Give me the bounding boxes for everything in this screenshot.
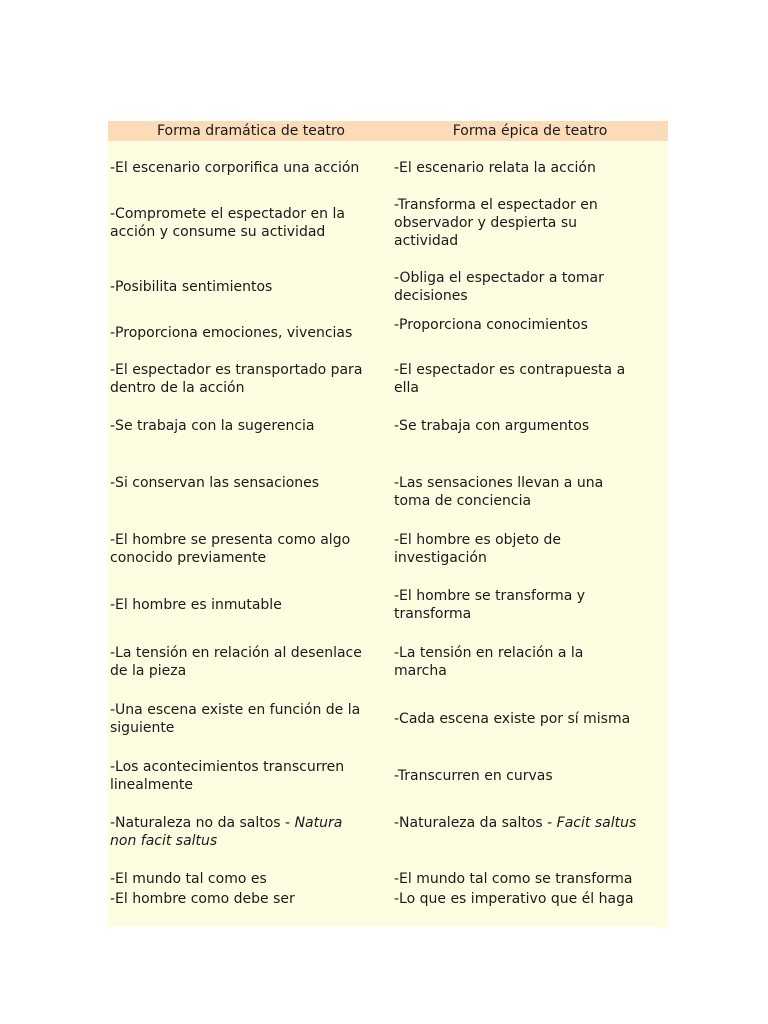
row-13-right: -Naturaleza da saltos - Facit saltus — [394, 815, 637, 831]
comparison-table — [108, 121, 668, 927]
row-9-left: -El hombre es inmutable — [110, 597, 282, 613]
row-5-right: -El espectador es contrapuesta a ella — [394, 362, 626, 396]
row-3-left: -Posibilita sentimientos — [110, 279, 273, 295]
row-6-left: -Se trabaja con la sugerencia — [110, 418, 315, 434]
row-14-left: -El mundo tal como es -El hombre como debe ser — [110, 871, 295, 907]
row-7-left: -Si conservan las sensaciones — [110, 475, 320, 491]
header-epic: Forma épica de teatro — [452, 123, 608, 139]
row-1-left: -El escenario corporifica una acción — [110, 160, 360, 176]
row-12-left: -Los acontecimientos transcurren linealmente — [110, 759, 345, 793]
row-2-left: -Compromete el espectador en la acción y consume su actividad — [110, 206, 345, 240]
row-5-left: -El espectador es transportado para dentro de la acción — [110, 362, 363, 396]
row-8-right: -El hombre es objeto de investigación — [394, 532, 562, 566]
row-10-right: -La tensión en relación a la marcha — [394, 645, 584, 679]
row-3-right: -Obliga el espectador a tomar decisiones — [394, 270, 604, 304]
row-12-right: -Transcurren en curvas — [394, 768, 553, 784]
row-14-right: -El mundo tal como se transforma -Lo que es imperativo que él haga — [394, 871, 634, 907]
row-7-right: -Las sensaciones llevan a una toma de conciencia — [394, 475, 604, 509]
row-9-right: -El hombre se transforma y transforma — [394, 588, 586, 622]
row-2-right: -Transforma el espectador en observador y despierta su actividad — [394, 197, 598, 249]
row-4-right: -Proporciona conocimientos — [394, 317, 588, 333]
row-4-left: -Proporciona emociones, vivencias — [110, 325, 353, 341]
row-1-right: -El escenario relata la acción — [394, 160, 596, 176]
row-10-left: -La tensión en relación al desenlace de la pieza — [110, 645, 362, 679]
row-11-right: -Cada escena existe por sí misma — [394, 711, 631, 727]
table-header — [108, 121, 668, 141]
row-13-left: -Naturaleza no da saltos - Natura non facit saltus — [110, 815, 343, 849]
row-11-left: -Una escena existe en función de la siguiente — [110, 702, 361, 736]
row-6-right: -Se trabaja con argumentos — [394, 418, 590, 434]
header-dramatic: Forma dramática de teatro — [157, 123, 345, 139]
row-8-left: -El hombre se presenta como algo conocido previamente — [110, 532, 351, 566]
